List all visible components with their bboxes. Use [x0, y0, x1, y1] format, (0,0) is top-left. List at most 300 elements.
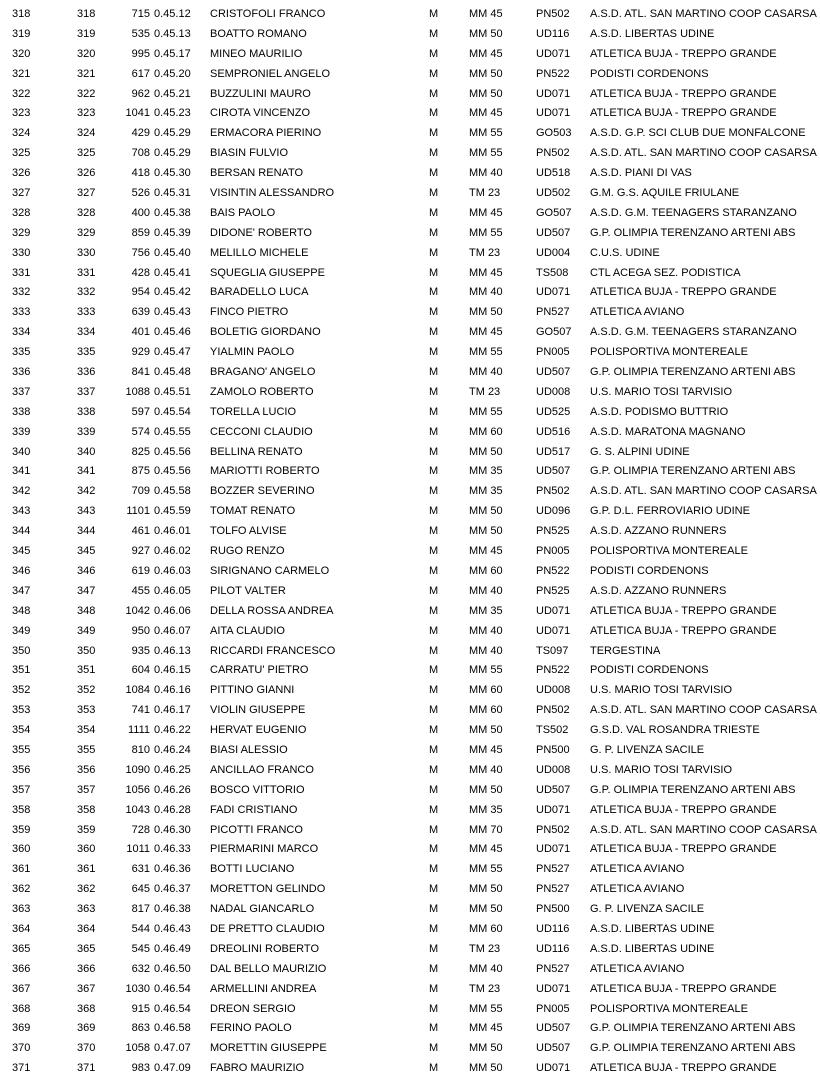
result-row: [0, 104, 820, 124]
age-category: MM 35: [469, 485, 503, 498]
bib-number: 526: [131, 187, 150, 200]
sex: M: [429, 664, 439, 677]
position: 328: [12, 206, 31, 219]
club-name: A.S.D. MARATONA MAGNANO: [590, 425, 746, 438]
sex: M: [429, 445, 439, 458]
age-category: MM 40: [469, 167, 503, 180]
sex: M: [429, 127, 439, 140]
club-name: A.S.D. ATL. SAN MARTINO COOP CASARSA: [590, 704, 817, 717]
result-row: [0, 1019, 820, 1039]
finish-time: 0.47.07: [154, 1042, 191, 1055]
age-category: MM 45: [469, 206, 503, 219]
club-name: ATLETICA BUJA - TREPPO GRANDE: [590, 286, 777, 299]
position: 344: [12, 525, 31, 538]
position: 359: [12, 823, 31, 836]
club-name: POLISPORTIVA MONTEREALE: [590, 346, 748, 359]
bib-number: 950: [131, 624, 150, 637]
result-row: [0, 821, 820, 841]
age-category: MM 55: [469, 346, 503, 359]
club-name: ATLETICA BUJA - TREPPO GRANDE: [590, 843, 777, 856]
position: 337: [12, 385, 31, 398]
athlete-name: CIROTA VINCENZO: [210, 107, 311, 120]
finish-time: 0.46.07: [154, 624, 191, 637]
sex: M: [429, 604, 439, 617]
club-code: UD004: [536, 246, 571, 259]
bib-number: 875: [131, 465, 150, 478]
age-category: MM 45: [469, 326, 503, 339]
result-row: [0, 383, 820, 403]
category-position: 341: [77, 465, 96, 478]
bib-number: 428: [131, 266, 150, 279]
age-category: MM 50: [469, 87, 503, 100]
position: 340: [12, 445, 31, 458]
sex: M: [429, 962, 439, 975]
club-name: G.P. OLIMPIA TERENZANO ARTENI ABS: [590, 366, 796, 379]
age-category: MM 60: [469, 704, 503, 717]
athlete-name: AITA CLAUDIO: [210, 624, 285, 637]
sex: M: [429, 843, 439, 856]
position: 369: [12, 1022, 31, 1035]
sex: M: [429, 803, 439, 816]
sex: M: [429, 743, 439, 756]
athlete-name: BERSAN RENATO: [210, 167, 304, 180]
category-position: 360: [77, 843, 96, 856]
position: 327: [12, 187, 31, 200]
club-code: PN522: [536, 67, 570, 80]
club-name: G.P. OLIMPIA TERENZANO ARTENI ABS: [590, 1042, 796, 1055]
sex: M: [429, 107, 439, 120]
finish-time: 0.45.55: [154, 425, 191, 438]
category-position: 329: [77, 226, 96, 239]
athlete-name: VIOLIN GIUSEPPE: [210, 704, 306, 717]
result-row: [0, 980, 820, 1000]
bib-number: 962: [131, 87, 150, 100]
sex: M: [429, 266, 439, 279]
club-code: UD071: [536, 982, 571, 995]
position: 353: [12, 704, 31, 717]
athlete-name: ZAMOLO ROBERTO: [210, 385, 314, 398]
club-code: UD525: [536, 405, 571, 418]
position: 321: [12, 67, 31, 80]
result-row: [0, 443, 820, 463]
position: 342: [12, 485, 31, 498]
category-position: 371: [77, 1062, 96, 1075]
bib-number: 927: [131, 545, 150, 558]
age-category: MM 50: [469, 27, 503, 40]
sex: M: [429, 485, 439, 498]
club-name: A.S.D. AZZANO RUNNERS: [590, 525, 727, 538]
position: 356: [12, 763, 31, 776]
club-name: G.P. OLIMPIA TERENZANO ARTENI ABS: [590, 465, 796, 478]
club-code: PN502: [536, 8, 570, 20]
athlete-name: DREON SERGIO: [210, 1002, 296, 1015]
position: 341: [12, 465, 31, 478]
athlete-name: BUZZULINI MAURO: [210, 87, 311, 100]
position: 335: [12, 346, 31, 359]
sex: M: [429, 942, 439, 955]
athlete-name: FABRO MAURIZIO: [210, 1062, 305, 1075]
finish-time: 0.46.05: [154, 584, 191, 597]
sex: M: [429, 863, 439, 876]
position: 349: [12, 624, 31, 637]
finish-time: 0.46.37: [154, 883, 191, 896]
club-name: PODISTI CORDENONS: [590, 67, 709, 80]
age-category: TM 23: [469, 246, 501, 259]
sex: M: [429, 922, 439, 935]
age-category: MM 45: [469, 107, 503, 120]
athlete-name: BARADELLO LUCA: [210, 286, 309, 299]
age-category: MM 45: [469, 47, 503, 60]
position: 368: [12, 1002, 31, 1015]
bib-number: 859: [131, 226, 150, 239]
finish-time: 0.45.46: [154, 326, 191, 339]
category-position: 353: [77, 704, 96, 717]
sex: M: [429, 724, 439, 737]
club-name: A.S.D. ATL. SAN MARTINO COOP CASARSA: [590, 823, 817, 836]
sex: M: [429, 545, 439, 558]
bib-number: 645: [131, 883, 150, 896]
result-row: [0, 900, 820, 920]
position: 348: [12, 604, 31, 617]
age-category: MM 35: [469, 803, 503, 816]
finish-time: 0.46.25: [154, 763, 191, 776]
age-category: MM 45: [469, 743, 503, 756]
bib-number: 841: [131, 366, 150, 379]
finish-time: 0.45.56: [154, 465, 191, 478]
finish-time: 0.45.23: [154, 107, 191, 120]
position: 326: [12, 167, 31, 180]
position: 357: [12, 783, 31, 796]
position: 352: [12, 684, 31, 697]
age-category: TM 23: [469, 942, 501, 955]
sex: M: [429, 405, 439, 418]
bib-number: 929: [131, 346, 150, 359]
finish-time: 0.46.49: [154, 942, 191, 955]
age-category: MM 45: [469, 266, 503, 279]
position: 332: [12, 286, 31, 299]
athlete-name: DAL BELLO MAURIZIO: [210, 962, 327, 975]
athlete-name: BOTTI LUCIANO: [210, 863, 295, 876]
bib-number: 709: [131, 485, 150, 498]
age-category: MM 45: [469, 1022, 503, 1035]
age-category: MM 55: [469, 1002, 503, 1015]
bib-number: 1030: [125, 982, 150, 995]
result-row: [0, 661, 820, 681]
bib-number: 429: [131, 127, 150, 140]
position: 343: [12, 505, 31, 518]
club-name: ATLETICA AVIANO: [590, 962, 685, 975]
sex: M: [429, 1042, 439, 1055]
result-row: [0, 1039, 820, 1059]
result-row: [0, 960, 820, 980]
club-code: UD116: [536, 27, 570, 40]
club-name: U.S. MARIO TOSI TARVISIO: [590, 763, 733, 776]
age-category: MM 60: [469, 564, 503, 577]
category-position: 362: [77, 883, 96, 896]
club-code: PN502: [536, 704, 570, 717]
category-position: 338: [77, 405, 96, 418]
bib-number: 604: [131, 664, 150, 677]
athlete-name: BOZZER SEVERINO: [210, 485, 315, 498]
club-code: PN522: [536, 564, 570, 577]
club-code: UD008: [536, 385, 571, 398]
bib-number: 810: [131, 743, 150, 756]
club-name: A.S.D. ATL. SAN MARTINO COOP CASARSA: [590, 8, 817, 20]
category-position: 330: [77, 246, 96, 259]
position: 367: [12, 982, 31, 995]
athlete-name: PIERMARINI MARCO: [210, 843, 319, 856]
age-category: MM 45: [469, 545, 503, 558]
result-row: [0, 164, 820, 184]
club-name: ATLETICA AVIANO: [590, 883, 685, 896]
category-position: 363: [77, 903, 96, 916]
club-name: G.P. OLIMPIA TERENZANO ARTENI ABS: [590, 226, 796, 239]
age-category: MM 50: [469, 903, 503, 916]
category-position: 347: [77, 584, 96, 597]
athlete-name: BOATTO ROMANO: [210, 27, 307, 40]
result-row: [0, 264, 820, 284]
club-name: G. P. LIVENZA SACILE: [590, 743, 705, 756]
age-category: MM 55: [469, 147, 503, 160]
age-category: MM 60: [469, 922, 503, 935]
club-name: U.S. MARIO TOSI TARVISIO: [590, 684, 733, 697]
category-position: 332: [77, 286, 96, 299]
club-name: ATLETICA AVIANO: [590, 306, 685, 319]
club-code: UD008: [536, 684, 571, 697]
athlete-name: BELLINA RENATO: [210, 445, 303, 458]
position: 360: [12, 843, 31, 856]
position: 318: [12, 8, 31, 20]
age-category: MM 50: [469, 1042, 503, 1055]
club-code: UD071: [536, 843, 571, 856]
club-code: PN527: [536, 306, 570, 319]
finish-time: 0.46.26: [154, 783, 191, 796]
bib-number: 1058: [125, 1042, 150, 1055]
club-name: A.S.D. LIBERTAS UDINE: [590, 922, 715, 935]
sex: M: [429, 823, 439, 836]
finish-time: 0.45.13: [154, 27, 191, 40]
bib-number: 715: [131, 8, 150, 20]
age-category: MM 45: [469, 843, 503, 856]
category-position: 318: [77, 8, 96, 20]
category-position: 354: [77, 724, 96, 737]
sex: M: [429, 167, 439, 180]
club-code: PN527: [536, 962, 570, 975]
bib-number: 1043: [125, 803, 150, 816]
club-code: PN502: [536, 485, 570, 498]
club-code: UD071: [536, 1062, 571, 1075]
club-code: UD071: [536, 286, 571, 299]
position: 329: [12, 226, 31, 239]
category-position: 342: [77, 485, 96, 498]
result-row: [0, 761, 820, 781]
category-position: 355: [77, 743, 96, 756]
sex: M: [429, 1062, 439, 1075]
position: 336: [12, 366, 31, 379]
athlete-name: TORELLA LUCIO: [210, 405, 296, 418]
bib-number: 1111: [127, 724, 150, 737]
athlete-name: NADAL GIANCARLO: [210, 903, 315, 916]
finish-time: 0.46.03: [154, 564, 191, 577]
club-code: PN005: [536, 545, 570, 558]
bib-number: 983: [131, 1062, 150, 1075]
finish-time: 0.45.29: [154, 127, 191, 140]
position: 334: [12, 326, 31, 339]
bib-number: 863: [131, 1022, 150, 1035]
position: 351: [12, 664, 31, 677]
category-position: 320: [77, 47, 96, 60]
athlete-name: MORETTIN GIUSEPPE: [210, 1042, 327, 1055]
result-row: [0, 701, 820, 721]
sex: M: [429, 684, 439, 697]
finish-time: 0.46.28: [154, 803, 191, 816]
athlete-name: PICOTTI FRANCO: [210, 823, 303, 836]
result-row: [0, 681, 820, 701]
bib-number: 400: [131, 206, 150, 219]
sex: M: [429, 883, 439, 896]
club-code: UD516: [536, 425, 571, 438]
finish-time: 0.45.30: [154, 167, 191, 180]
club-code: UD008: [536, 763, 571, 776]
position: 350: [12, 644, 31, 657]
finish-time: 0.46.02: [154, 545, 191, 558]
result-row: [0, 323, 820, 343]
finish-time: 0.45.40: [154, 246, 191, 259]
result-row: [0, 144, 820, 164]
athlete-name: TOLFO ALVISE: [210, 525, 287, 538]
club-name: G.M. G.S. AQUILE FRIULANE: [590, 187, 740, 200]
finish-time: 0.45.31: [154, 187, 191, 200]
bib-number: 639: [131, 306, 150, 319]
age-category: MM 40: [469, 584, 503, 597]
club-name: G. P. LIVENZA SACILE: [590, 903, 705, 916]
club-code: UD507: [536, 366, 571, 379]
athlete-name: PITTINO GIANNI: [210, 684, 295, 697]
bib-number: 708: [131, 147, 150, 160]
category-position: 340: [77, 445, 96, 458]
athlete-name: MORETTON GELINDO: [210, 883, 326, 896]
bib-number: 728: [131, 823, 150, 836]
club-name: G. S. ALPINI UDINE: [590, 445, 690, 458]
club-code: PN502: [536, 823, 570, 836]
sex: M: [429, 8, 439, 20]
result-row: [0, 423, 820, 443]
finish-time: 0.45.51: [154, 385, 191, 398]
result-row: [0, 462, 820, 482]
athlete-name: BAIS PAOLO: [210, 206, 276, 219]
position: 361: [12, 863, 31, 876]
athlete-name: MELILLO MICHELE: [210, 246, 309, 259]
club-code: UD096: [536, 505, 571, 518]
result-row: [0, 283, 820, 303]
finish-time: 0.45.43: [154, 306, 191, 319]
age-category: MM 55: [469, 405, 503, 418]
finish-time: 0.46.17: [154, 704, 191, 717]
athlete-name: YIALMIN PAOLO: [210, 346, 295, 359]
sex: M: [429, 982, 439, 995]
club-name: ATLETICA BUJA - TREPPO GRANDE: [590, 803, 777, 816]
club-name: PODISTI CORDENONS: [590, 564, 709, 577]
club-name: A.S.D. G.M. TEENAGERS STARANZANO: [590, 326, 797, 339]
result-row: [0, 741, 820, 761]
finish-time: 0.46.01: [154, 525, 191, 538]
category-position: 324: [77, 127, 96, 140]
athlete-name: PILOT VALTER: [210, 584, 286, 597]
finish-time: 0.46.22: [154, 724, 191, 737]
athlete-name: SIRIGNANO CARMELO: [210, 564, 330, 577]
sex: M: [429, 525, 439, 538]
club-name: A.S.D. PIANI DI VAS: [590, 167, 692, 180]
athlete-name: ARMELLINI ANDREA: [210, 982, 317, 995]
age-category: MM 40: [469, 962, 503, 975]
age-category: MM 60: [469, 425, 503, 438]
sex: M: [429, 306, 439, 319]
club-code: UD116: [536, 942, 570, 955]
club-code: PN522: [536, 664, 570, 677]
position: 363: [12, 903, 31, 916]
finish-time: 0.45.39: [154, 226, 191, 239]
finish-time: 0.46.33: [154, 843, 191, 856]
bib-number: 1088: [125, 385, 150, 398]
athlete-name: FINCO PIETRO: [210, 306, 289, 319]
athlete-name: ANCILLAO FRANCO: [210, 763, 314, 776]
position: 339: [12, 425, 31, 438]
position: 331: [12, 266, 31, 279]
club-code: PN502: [536, 147, 570, 160]
age-category: MM 35: [469, 465, 503, 478]
club-name: A.S.D. G.M. TEENAGERS STARANZANO: [590, 206, 797, 219]
club-code: UD071: [536, 624, 571, 637]
position: 347: [12, 584, 31, 597]
athlete-name: FERINO PAOLO: [210, 1022, 292, 1035]
age-category: MM 50: [469, 445, 503, 458]
position: 362: [12, 883, 31, 896]
finish-time: 0.45.12: [154, 8, 191, 20]
athlete-name: ERMACORA PIERINO: [210, 127, 322, 140]
bib-number: 461: [131, 525, 150, 538]
result-row: [0, 85, 820, 105]
finish-time: 0.45.38: [154, 206, 191, 219]
category-position: 335: [77, 346, 96, 359]
club-name: G.P. OLIMPIA TERENZANO ARTENI ABS: [590, 1022, 796, 1035]
finish-time: 0.46.38: [154, 903, 191, 916]
athlete-name: BOSCO VITTORIO: [210, 783, 305, 796]
result-row: [0, 363, 820, 383]
club-code: TS508: [536, 266, 569, 279]
position: 358: [12, 803, 31, 816]
bib-number: 545: [131, 942, 150, 955]
position: 345: [12, 545, 31, 558]
club-name: A.S.D. LIBERTAS UDINE: [590, 27, 715, 40]
club-code: PN527: [536, 863, 570, 876]
sex: M: [429, 1022, 439, 1035]
sex: M: [429, 346, 439, 359]
sex: M: [429, 366, 439, 379]
category-position: 343: [77, 505, 96, 518]
result-row: [0, 840, 820, 860]
result-row: [0, 124, 820, 144]
club-code: UD507: [536, 783, 571, 796]
age-category: MM 40: [469, 286, 503, 299]
category-position: 357: [77, 783, 96, 796]
position: 366: [12, 962, 31, 975]
club-code: GO507: [536, 326, 572, 339]
finish-time: 0.46.06: [154, 604, 191, 617]
finish-time: 0.46.43: [154, 922, 191, 935]
position: 322: [12, 87, 31, 100]
club-name: POLISPORTIVA MONTEREALE: [590, 1002, 748, 1015]
club-name: ATLETICA BUJA - TREPPO GRANDE: [590, 982, 777, 995]
